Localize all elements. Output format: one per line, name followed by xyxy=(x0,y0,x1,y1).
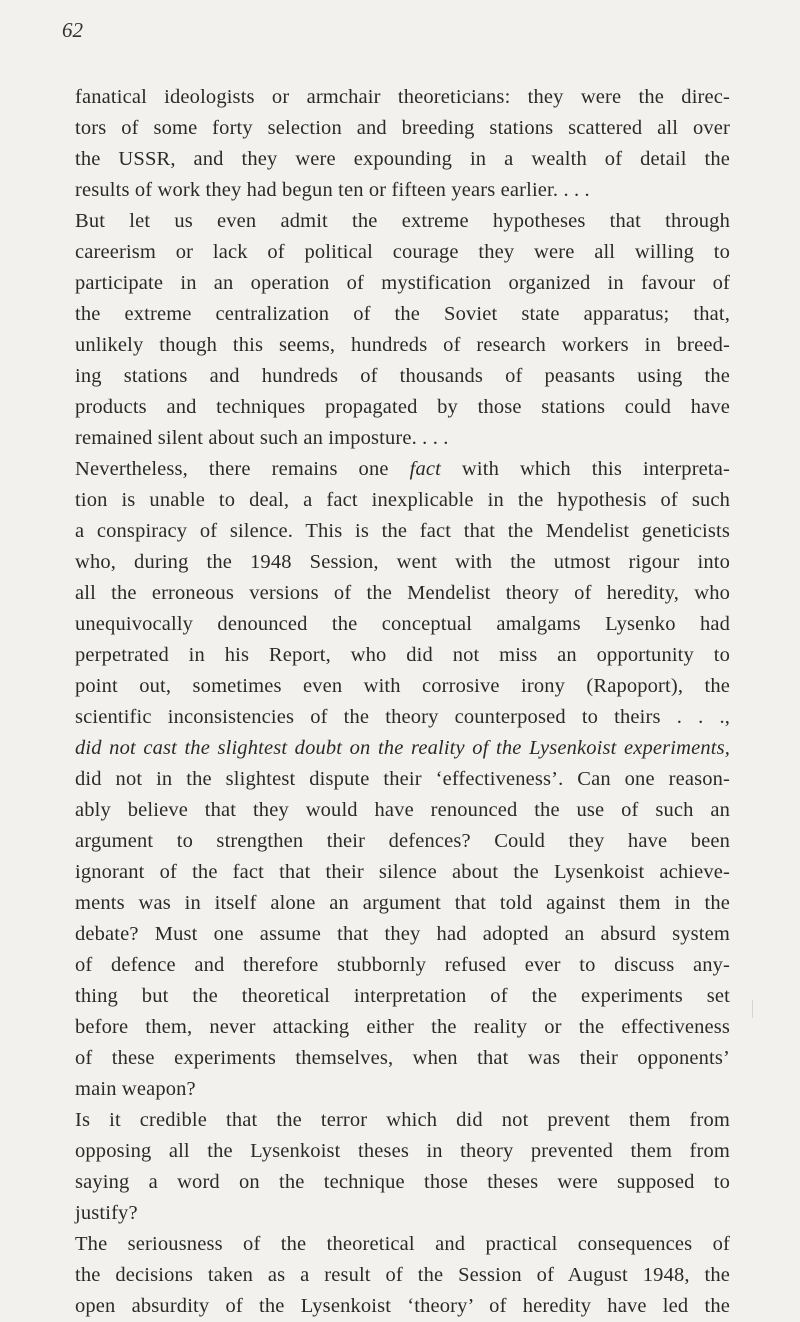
text-line: Is it credible that the terror which did not prevent them from xyxy=(75,1109,730,1131)
text-line: of defence and therefore stubbornly refused ever to discuss any- xyxy=(75,954,730,976)
text-line: before them, never attacking either the reality or the effectiveness xyxy=(75,1016,730,1038)
text-line: saying a word on the technique those theses were supposed to xyxy=(75,1171,730,1193)
italic-text: did not cast the slightest doubt on the reality of the Lysenkoist experiments, xyxy=(75,737,730,759)
text-line: thing but the theoretical interpretation of the experiments set xyxy=(75,985,730,1007)
text-line: The seriousness of the theoretical and practical consequences of xyxy=(75,1233,730,1255)
page-number: 62 xyxy=(62,18,83,42)
text-line: the decisions taken as a result of the Session of August 1948, the xyxy=(75,1264,730,1286)
text-line: results of work they had begun ten or fifteen years earlier. . . . xyxy=(75,179,590,201)
text-line: the USSR, and they were expounding in a wealth of detail the xyxy=(75,148,730,170)
margin-mark xyxy=(752,1000,753,1018)
text-line: ing stations and hundreds of thousands of peasants using the xyxy=(75,365,730,387)
text-line: products and techniques propagated by those stations could have xyxy=(75,396,730,418)
text-line: participate in an operation of mystification organized in favour of xyxy=(75,272,730,294)
text-line: argument to strengthen their defences? Could they have been xyxy=(75,830,730,852)
text-line: did not in the slightest dispute their ‘effectiveness’. Can one reason- xyxy=(75,768,730,790)
text-line: open absurdity of the Lysenkoist ‘theory’ of heredity have led the xyxy=(75,1295,730,1317)
text-line: ignorant of the fact that their silence about the Lysenkoist achieve- xyxy=(75,861,730,883)
text-line: point out, sometimes even with corrosive irony (Rapoport), the xyxy=(75,675,730,697)
text-line: a conspiracy of silence. This is the fact that the Mendelist geneticists xyxy=(75,520,730,542)
text-line: the extreme centralization of the Soviet state apparatus; that, xyxy=(75,303,730,325)
text-line: careerism or lack of political courage they were all willing to xyxy=(75,241,730,263)
body-text xyxy=(75,82,730,1322)
text-line xyxy=(75,733,730,764)
text-line: ably believe that they would have renounced the use of such an xyxy=(75,799,730,821)
text-line xyxy=(75,454,730,485)
text-line: ments was in itself alone an argument that told against them in the xyxy=(75,892,730,914)
text-line: of these experiments themselves, when that was their opponents’ xyxy=(75,1047,730,1069)
text-line: perpetrated in his Report, who did not miss an opportunity to xyxy=(75,644,730,666)
text-line: all the erroneous versions of the Mendelist theory of heredity, who xyxy=(75,582,730,604)
text-line: who, during the 1948 Session, went with the utmost rigour into xyxy=(75,551,730,573)
text-line: tors of some forty selection and breeding stations scattered all over xyxy=(75,117,730,139)
text-segment: Nevertheless, there remains one xyxy=(75,458,410,480)
text-line: scientific inconsistencies of the theory counterposed to theirs . . ., xyxy=(75,706,730,728)
text-line: tion is unable to deal, a fact inexplicable in the hypothesis of such xyxy=(75,489,730,511)
text-segment: with which this interpreta- xyxy=(440,458,730,480)
text-line: fanatical ideologists or armchair theoreticians: they were the direc- xyxy=(75,86,730,108)
text-line: unequivocally denounced the conceptual amalgams Lysenko had xyxy=(75,613,730,635)
text-line: justify? xyxy=(75,1202,138,1224)
text-line: unlikely though this seems, hundreds of research workers in breed- xyxy=(75,334,730,356)
text-line: main weapon? xyxy=(75,1078,196,1100)
text-line: remained silent about such an imposture. . . . xyxy=(75,427,449,449)
text-line: opposing all the Lysenkoist theses in theory prevented them from xyxy=(75,1140,730,1162)
italic-text: fact xyxy=(409,458,441,480)
text-line: But let us even admit the extreme hypotheses that through xyxy=(75,210,730,232)
text-line: debate? Must one assume that they had adopted an absurd system xyxy=(75,923,730,945)
